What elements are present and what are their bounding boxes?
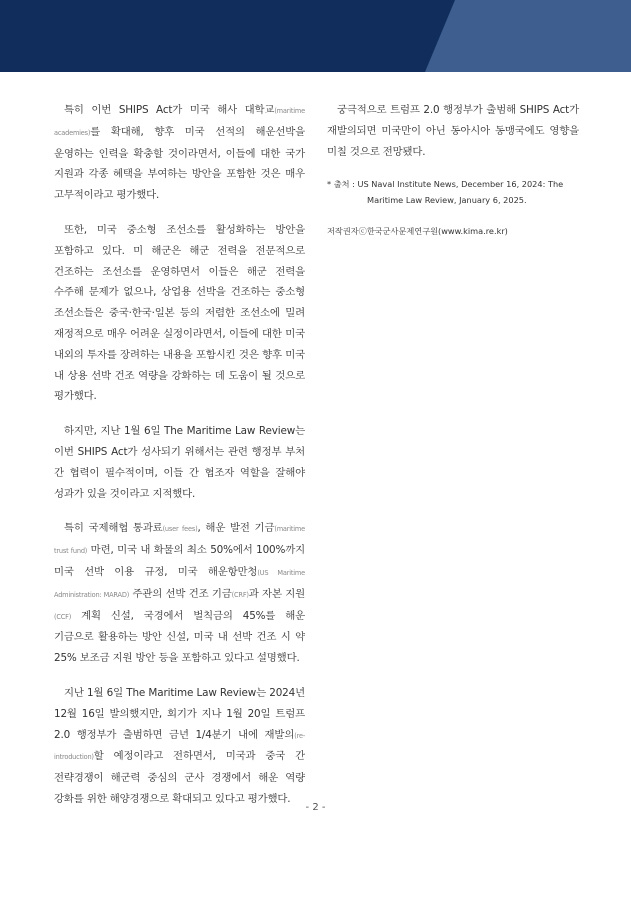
- english-gloss: (CCF): [54, 612, 72, 621]
- header-banner: [0, 0, 631, 72]
- paragraph-shipyards: 또한, 미국 중소형 조선소를 활성화하는 방안을 포함하고 있다. 미 해군은 해군 전력을 전문적으로 건조하는 조선소를 운영하면서 이들은 해군 전력을 수주해 문제가 없으나, 상업용 선박을 건조하는 중소형 조선소들은 중국·한국·일본 등의 저렴한 조선소에 밀려 재정적으로 매우 어려운 실정이라면서, 이들에 대한 미국 내외의 투자를 장려하는 내용을 포함시킨 것은 향후 미국 내 상용 선박 건조 역량을 강화하는 데 도움이 될 것으로 평가했다.: [54, 223, 305, 403]
- english-gloss: (re-introduction): [54, 731, 305, 762]
- text: 특히 이번 SHIPS Act가 미국 해사 대학교: [64, 104, 275, 116]
- english-gloss: (maritime academies): [54, 107, 305, 137]
- paragraph-outlook: 궁극적으로 트럼프 2.0 행정부가 출범해 SHIPS Act가 재발의되면 미국만이 아닌 동아시아 동맹국에도 영향을 미칠 것으로 전망됐다.: [327, 104, 579, 158]
- text: , 해운 발전 기금: [197, 522, 275, 535]
- text: 를 확대해, 향후 미국 선적의 해운선박을 운영하는 인력을 확충할 것이라면서, 이들에 대한 국가 지원과 각종 혜택을 부여하는 방안을 포함한 것은 매우 고무적이라고 평가했다.: [54, 125, 305, 202]
- paragraph-maritime-law-review: 하지만, 지난 1월 6일 The Maritime Law Review는 이번 SHIPS Act가 성사되기 위해서는 관련 행정부 부처 간 협력이 필수적이며, 이들 간 협조자 역할을 잘해야 성과가 있을 것이라고 지적했다.: [54, 425, 305, 500]
- text: 특히 국제해협 통과료: [64, 522, 163, 535]
- english-gloss: (US Maritime Administration: MARAD): [54, 568, 305, 599]
- text: 마련, 미국 내 화물의 최소 50%에서 100%까지 미국 선박 이용 규정, 미국 해운항만청: [54, 544, 305, 578]
- english-gloss: (user fees): [162, 525, 198, 534]
- text: 지난 1월 6일 The Maritime Law Review는 2024년 12월 16일 발의했지만, 회기가 지나 1월 20일 트럼프 2.0 행정부가 출범하면 금년 1/4분기 내에 재발의: [54, 686, 305, 741]
- page-number: - 2 -: [305, 802, 326, 813]
- paragraph-ships-act-academies: [54, 100, 305, 206]
- paragraph-reintroduction: [54, 683, 305, 810]
- text: 주관의 선박 건조 기금: [129, 587, 232, 600]
- copyright-notice: 저작권자ⓒ한국군사문제연구원(www.kima.re.kr): [327, 226, 508, 237]
- left-column: [54, 100, 305, 824]
- text: 할 예정이라고 전하면서, 미국과 중국 간 전략경쟁이 해군력 중심의 군사 경쟁에서 해운 역량 강화를 위한 해양경쟁으로 확대되고 있다고 평가했다.: [54, 750, 305, 805]
- text: 과 자본 지원: [248, 587, 306, 600]
- english-gloss: (maritime trust fund): [54, 525, 306, 556]
- english-gloss: (CRF): [231, 590, 249, 599]
- text: 계획 신설, 국경에서 벌칙금의 45%를 해운 기금으로 활용하는 방안 신설, 미국 내 선박 건조 시 약 25% 보조금 지원 방안 등을 포함하고 있다고 설명했다.: [54, 609, 305, 665]
- banner-accent-shape: [0, 0, 631, 72]
- right-column: [327, 100, 579, 238]
- paragraph-fees-funds: [54, 518, 305, 669]
- source-citation: * 출처 : US Naval Institute News, December 16, 2024: The Maritime Law Review, January 6, 2025.: [327, 179, 564, 206]
